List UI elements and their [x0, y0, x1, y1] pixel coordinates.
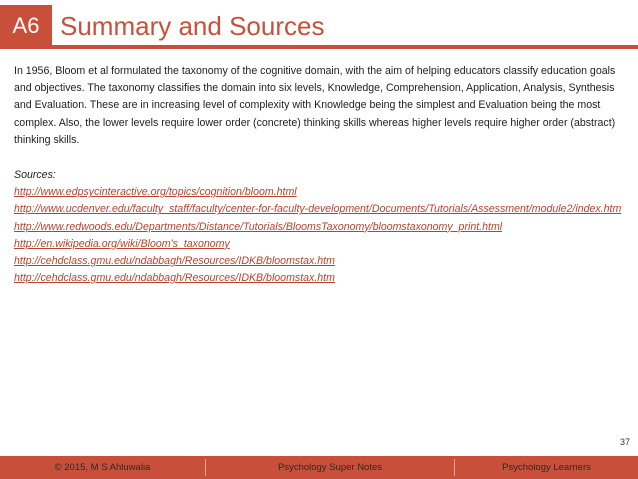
source-link[interactable]: http://cehdclass.gmu.edu/ndabbagh/Resources/IDKB/bloomstax.htm [14, 272, 335, 285]
slide-title: Summary and Sources [60, 11, 325, 41]
footer-center-text: Psychology Super Notes [277, 462, 383, 473]
page-number: 37 [619, 437, 630, 447]
footer-right-text: Psychology Learners [502, 462, 591, 473]
summary-paragraph: In 1956, Bloom et al formulated the taxonomy of the cognitive domain, with the aim of helping educators classify education goals and objectives. The taxonomy classifies the domain into six levels, Knowledge, Comprehension, Application, Analysis, Synthesis and Evaluation. These are in increasing level of complexity with Knowledge being the simplest and Evaluation being the most complex. Also, the lower levels require lower order (concrete) thinking skills whereas higher levels require higher order (abstract) thinking skills. [14, 65, 616, 146]
sources-label: Sources: [14, 169, 56, 182]
sources-list [14, 184, 626, 287]
slide-header [0, 0, 638, 46]
source-link[interactable]: http://www.redwoods.edu/Departments/Distance/Tutorials/BloomsTaxonomy/bloomstaxonomy_print.html [14, 220, 503, 233]
source-link[interactable]: http://cehdclass.gmu.edu/ndabbagh/Resources/IDKB/bloomstax.htm [14, 255, 335, 268]
title-divider [0, 45, 638, 49]
slide-content [14, 63, 626, 287]
source-link[interactable]: http://www.ucdenver.edu/faculty_staff/faculty/center-for-faculty-development/Documents/Tutorials/Assessment/module2/index.htm [14, 203, 622, 216]
footer-copyright: © 2015, M S Ahluwalia [54, 462, 151, 473]
slide-code-badge: A6 [0, 5, 52, 46]
source-link[interactable]: http://en.wikipedia.org/wiki/Bloom's_taxonomy [14, 237, 230, 250]
slide-footer [0, 456, 638, 479]
source-link[interactable]: http://www.edpsycinteractive.org/topics/cognition/bloom.html [14, 186, 297, 199]
